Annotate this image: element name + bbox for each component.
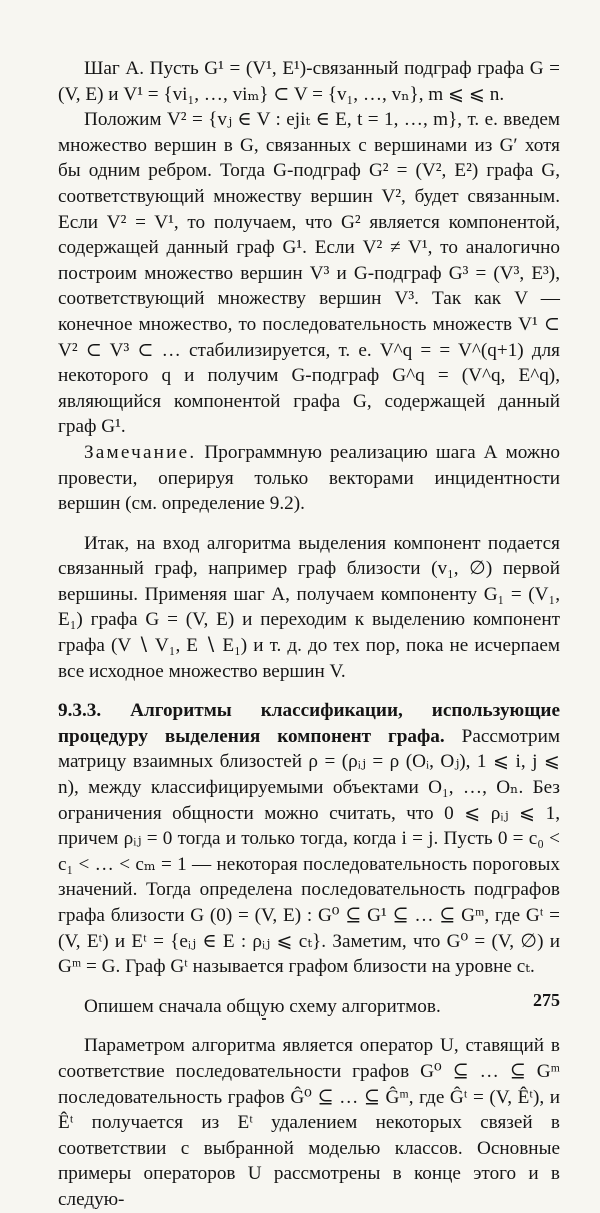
page-number: 275: [533, 990, 560, 1010]
step-a-text: Шаг А. Пусть G¹ = (V¹, E¹)-связанный подграф графа G = (V, E) и V¹ = {v: [58, 58, 560, 105]
section-heading: 9.3.3. Алгоритмы классификации, использующие процедуру выделения компонент графа.: [58, 700, 560, 747]
step-a-subscript-1: i₁: [182, 83, 195, 105]
paragraph-remark: [58, 440, 560, 517]
remark-label: Замечание.: [84, 441, 197, 463]
step-a-subscript-2: iₘ: [242, 83, 260, 105]
print-speck: [262, 1018, 266, 1020]
construction-text-1: Положим V² = {vⱼ ∈ V : e: [84, 109, 295, 131]
section-text: Рассмотрим матрицу взаимных близостей ρ = (ρᵢⱼ = ρ (Oᵢ, Oⱼ), 1 ⩽ i, j ⩽ n), между классифицируемыми объектами O₁, …, Oₙ. Без ограничения общности можно считать, что 0 ⩽ ρᵢⱼ ⩽ 1, причем ρᵢⱼ = 0 тогда и только тогда, когда i = j. Пусть 0 = c₀ < c₁ < … < cₘ = 1 — некоторая последовательность пороговых значений. Тогда определена последовательность подграфов графа близости G (0) = (V, E) : G⁰ ⊆ G¹ ⊆ … ⊆ Gᵐ, где Gᵗ = (V, Eᵗ) и Eᵗ = {eᵢⱼ ∈ E : ρᵢⱼ ⩽ cₜ}. Заметим, что G⁰ = (V, ∅) и Gᵐ = G. Граф Gᵗ называется графом близости на уровне cₜ.: [58, 725, 560, 978]
paragraph-operator-u: Параметром алгоритма является оператор U, ставящий в соответствие последовательности графов G⁰ ⊆ … ⊆ Gᵐ последовательность графов Ĝ⁰ ⊆ … ⊆ Ĝᵐ, где Ĝᵗ = (V, Êᵗ), и Êᵗ получается из Eᵗ удалением некоторых связей в соответствии с выбранной моделью классов. Основные примеры операторов U рассмотрены в конце этого и в следую-: [58, 1035, 560, 1210]
paragraph-construction: [58, 107, 560, 440]
page-body: [58, 56, 560, 1213]
step-a-text-3: } ⊂ V = {v₁, …, vₙ}, m ⩽ ⩽ n.: [259, 83, 505, 105]
paragraph-general-scheme: Опишем сначала общую схему алгоритмов.: [84, 995, 441, 1017]
paragraph-step-a: [58, 56, 560, 107]
remark-text: Программную реализацию шага А можно провести, оперируя только векторами инцидентности вершин (см. определение 9.2).: [58, 441, 560, 515]
construction-subscript: jiₜ: [294, 109, 311, 131]
paragraph-section-933: [58, 698, 560, 980]
paragraph-component-input: Итак, на вход алгоритма выделения компонент подается связанный граф, например граф близости (v₁, ∅) первой вершины. Применяя шаг А, получаем компоненту G₁ = (V₁, E₁) графа G = (V, E) и переходим к выделению компонент графа (V ∖ V₁, E ∖ E₁) и т. д. до тех пор, пока не исчерпаем все исходное множество вершин V.: [58, 532, 560, 682]
step-a-text-2: , …, v: [194, 83, 243, 105]
construction-text-2: ∈ E, t = 1, …, m}, т. е. введем множество вершин в G, связанных с вершинами из G′ хотя бы одним ребром. Тогда G-подграф G² = (V², E²) графа G, соответствующий множеству вершин V², будет связанным. Если V² = V¹, то получаем, что G² является компонентой, содержащей данный граф G¹. Если V² ≠ V¹, то аналогично построим множество вершин V³ и G-подграф G³ = (V³, E³), соответствующий множеству вершин V³. Так как V — конечное множество, то последовательность множеств V¹ ⊂ V² ⊂ V³ ⊂ … стабилизируется, т. е. V^q = = V^(q+1) для некоторого q и получим G-подграф G^q = (V^q, E^q), являющийся компонентой графа G, содержащей данный граф G¹.: [58, 109, 561, 438]
